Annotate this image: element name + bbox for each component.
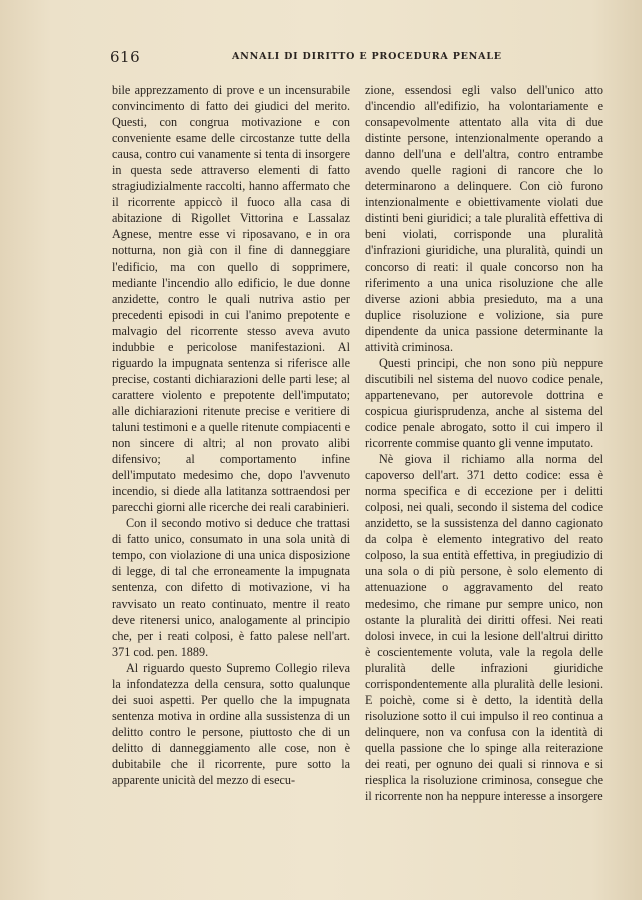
- right-column: [365, 82, 603, 804]
- paragraph: zione, essendosi egli valso dell'unico atto d'incendio all'edifizio, ha volontariamente e consapevolmente attentato alla vita di due distinte persone, intenzionalmente operando a danno dell'una e dell'altra, contro entrambe avendo quelle ragioni di rancore che lo determinarono a delinquere. Con ciò furono intenzionalmente e obiettivamente violati due distinti beni giuridici; a tale pluralità effettiva di beni violati, corrisponde una pluralità d'infrazioni giuridiche, una pluralità, quindi un concorso di reati: il quale concorso non ha riferimento a una unica risoluzione che alle diverse azioni abbia presieduto, ma a una duplice risoluzione e volizione, sia pure dipendente da unica passione determinante la attività criminosa.: [365, 83, 603, 354]
- left-column: [112, 82, 350, 788]
- paragraph: Questi principi, che non sono più neppure discutibili nel sistema del nuovo codice penale, appartenevano, per autorevole dottrina e cospicua giurisprudenza, anche al sistema del codice penale abrogato, sotto il cui impero il ricorrente commise quanto gli venne imputato.: [365, 355, 603, 451]
- page-number: 616: [110, 48, 141, 66]
- paragraph: Al riguardo questo Supremo Collegio rileva la infondatezza della censura, sotto qualunque dei suoi aspetti. Per quello che la impugnata sentenza motiva in ordine alla sussistenza di un delitto contro le persone, piuttosto che di un delitto di danneggiamento alle cose, non è dubitabile che il ricorrente, pure sotto la apparente unicità del mezzo di esecu-: [112, 660, 350, 788]
- paragraph: Nè giova il richiamo alla norma del capoverso dell'art. 371 detto codice: essa è norma specifica e di eccezione per i delitti colposi, nei quali, secondo il sistema del codice anzidetto, se la sussistenza del danno cagionato da colpa è elemento integrativo del reato colposo, la sua entità effettiva, in pregiudizio di una sola o di più persone, è solo elemento di attenuazione o aggravamento del reato medesimo, che rimane pur sempre unico, non ostante la pluralità dei diritti offesi. Nei reati dolosi invece, in cui la lesione dell'altrui diritto è coscientemente voluta, vale la regola delle pluralità delle infrazioni giuridiche corrispondentemente alla pluralità delle lesioni. E poichè, come si è detto, la identità della risoluzione sotto il cui impulso il reo continua a delinquere, non va confusa con la identità di quella passione che lo spinge alla reiterazione dei reati, per ognuno dei quali si rinnova e si riesplica la risoluzione criminosa, consegue che il ricorrente non ha neppure interesse a insorgere: [365, 452, 603, 804]
- paragraph: Con il secondo motivo si deduce che trattasi di fatto unico, consumato in una sola unità di tempo, con violazione di una unica disposizione di legge, di tal che erroneamente la impugnata sentenza, con difetto di motivazione, vi ha ravvisato un reato continuato, mentre il reato deve ritenersi unico, analogamente al principio che, per i reati colposi, è fatto palese nell'art. 371 cod. pen. 1889.: [112, 516, 350, 659]
- paragraph: bile apprezzamento di prove e un incensurabile convincimento di fatto dei giudici del merito. Questi, con congrua motivazione e con conveniente esame delle circostanze tutte della causa, contro cui vanamente si tenta di insorgere in questa sede attraverso elementi di fatto stragiudizialmente raccolti, hanno affermato che il ricorrente appiccò il fuoco alla casa di abitazione di Rigollet Vittorina e Lassalaz Agnese, mentre esse vi riposavano, e in ora notturna, non già con il fine di danneggiare l'edificio, ma con quello di sopprimere, mediante l'incendio allo edificio, le due donne anzidette, contro le quali nutriva astio per precedenti episodi in cui l'animo prepotente e malvagio del ricorrente stesso aveva avuto indubbie e pericolose manifestazioni. Al riguardo la impugnata sentenza si riferisce alle precise, costanti dichiarazioni delle parti lese; al carattere violento e prepotente dell'imputato; alle dichiarazioni ritenute precise e veritiere di taluni testimoni e a quelle ritenute compiacenti e non sincere di altri; al non provato alibi difensivo; al comportamento infine dell'imputato medesimo che, dopo l'avvenuto incendio, si diede alla latitanza sottraendosi per parecchi giorni alle ricerche dei reali carabinieri.: [112, 83, 350, 515]
- running-title: ANNALI DI DIRITTO E PROCEDURA PENALE: [232, 51, 502, 62]
